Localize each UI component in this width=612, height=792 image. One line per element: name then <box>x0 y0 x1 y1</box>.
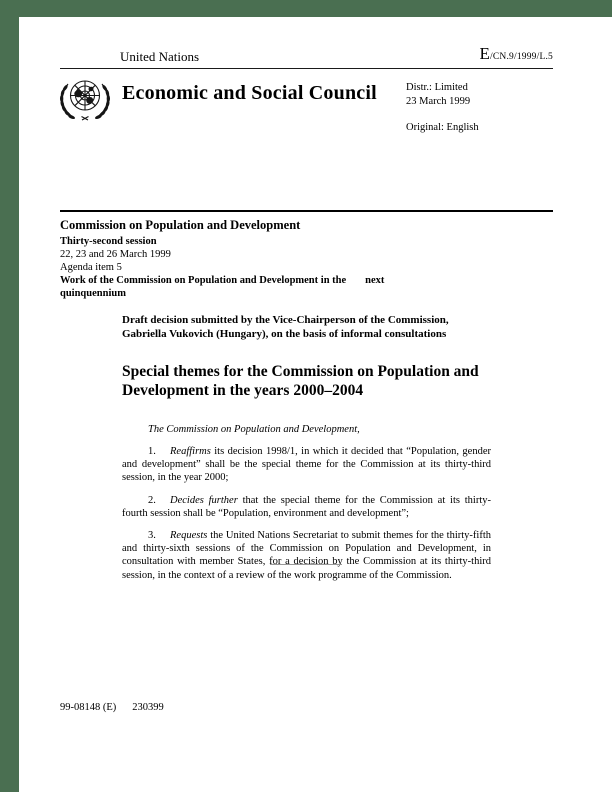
subtitle-line1: Draft decision submitted by the Vice-Chairperson of the Commission, <box>122 314 449 326</box>
subtitle-line2: Gabriella Vukovich (Hungary), on the basis of informal consultations <box>122 328 447 340</box>
un-emblem-icon <box>56 76 114 128</box>
end-of-text-divider <box>270 564 342 565</box>
agenda-topic-part2: next <box>365 275 385 286</box>
draft-decision-subtitle <box>122 313 491 341</box>
paragraph-lead-word: Requests <box>170 530 208 542</box>
document-symbol-rest: /CN.9/1999/L.5 <box>490 52 553 62</box>
document-title <box>122 362 491 400</box>
original-language-line: Original: English <box>406 122 479 133</box>
document-page <box>19 17 612 792</box>
session-number: Thirty-second session <box>60 236 157 247</box>
paragraph-text: the United Nations Secretariat to submit themes for the thirty-fifth and thirty-sixth sessions of the Commission on Population and Development, in consultation with member States, for a decision by the Commission at its thirty-third session, in the context of a review of the work programme of the Commission. <box>122 530 491 581</box>
org-name: United Nations <box>120 49 200 64</box>
agenda-topic-line2: quinquennium <box>60 288 126 299</box>
commission-name: Commission on Population and Development <box>60 218 301 232</box>
paragraph-number: 1. <box>148 446 156 457</box>
date-line: 23 March 1999 <box>406 95 471 107</box>
distr-line: Distr.: Limited <box>406 82 468 93</box>
paragraph-number: 3. <box>148 530 156 542</box>
header-rule <box>60 68 553 69</box>
session-dates: 22, 23 and 26 March 1999 <box>60 249 171 260</box>
footer <box>60 702 164 713</box>
preamble-line: The Commission on Population and Development, <box>148 424 360 435</box>
paragraph-lead-word: Decides further <box>170 494 238 506</box>
agenda-item: Agenda item 5 <box>60 262 122 273</box>
section-rule <box>60 210 553 212</box>
session-block <box>60 218 480 300</box>
document-number: 99-08148 (E) <box>60 702 117 713</box>
job-code: 230399 <box>132 702 164 713</box>
title-line2: Development in the years 2000–2004 <box>122 382 364 399</box>
agenda-topic-part1: Work of the Commission on Population and Development in the <box>60 275 347 286</box>
document-symbol-main: E <box>479 44 491 63</box>
document-symbol <box>479 44 553 64</box>
decision-paragraph <box>122 494 491 520</box>
paragraph-number: 2. <box>148 494 156 506</box>
decision-paragraph <box>122 529 491 582</box>
paragraph-text: that the special theme for the Commission at its thirty-fourth session shall be “Population, environment and development”; <box>122 494 491 519</box>
distribution-block <box>406 81 479 135</box>
decision-paragraph <box>122 445 491 485</box>
paragraph-lead-word: Reaffirms <box>170 446 211 457</box>
paragraph-text: its decision 1998/1, in which it decided that “Population, gender and development” shall be the special theme for the Commission at its thirty-third session, in the year 2000; <box>122 446 491 484</box>
paragraph-list <box>122 445 491 582</box>
document-body <box>122 313 491 582</box>
agenda-topic-line1 <box>60 274 480 287</box>
title-line1: Special themes for the Commission on Population and <box>122 363 479 380</box>
council-title: Economic and Social Council <box>122 82 377 104</box>
